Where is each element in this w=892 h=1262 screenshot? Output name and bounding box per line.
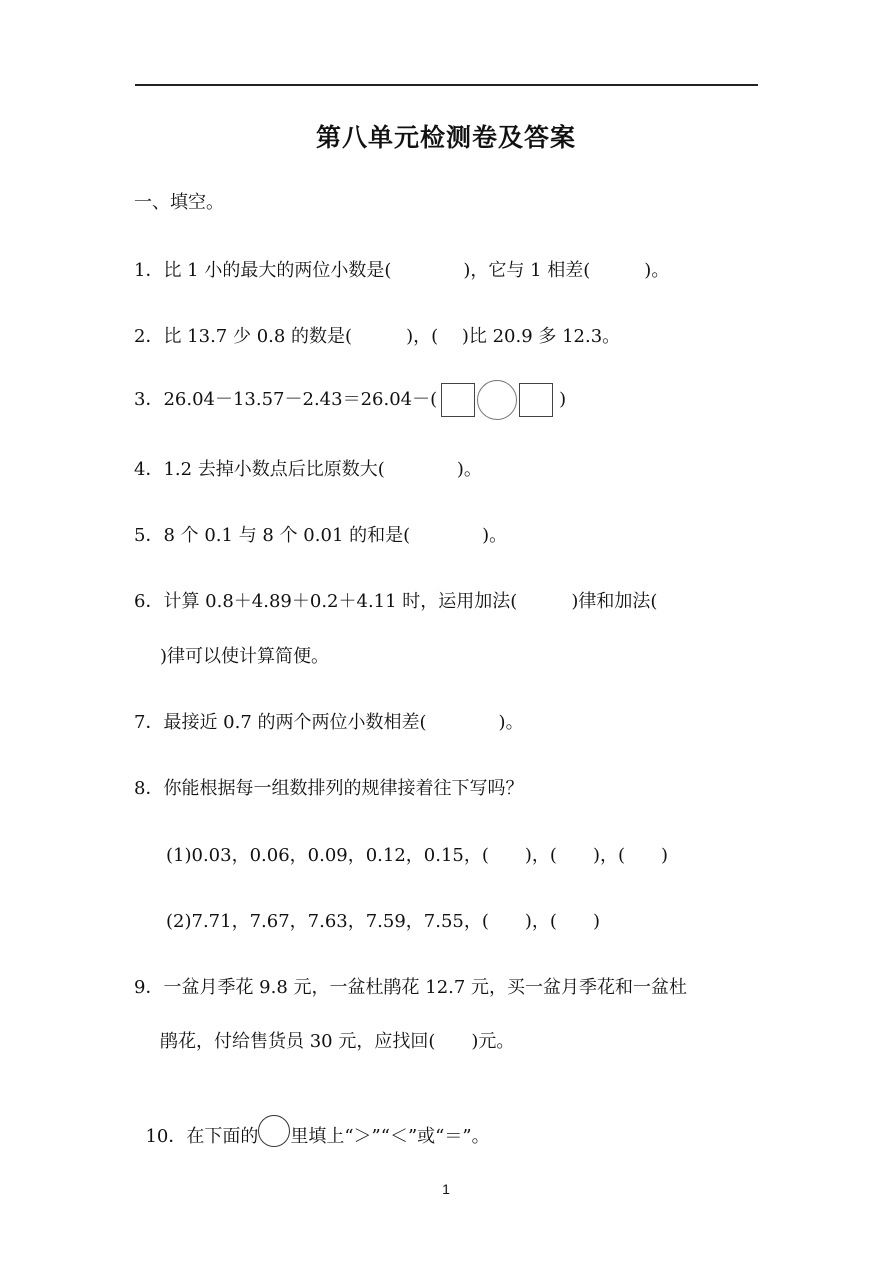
circle-icon [477, 380, 517, 420]
question-10-suffix: 里填上“＞”“＜”或“＝”。 [290, 1126, 490, 1147]
circle-blank-icon [258, 1115, 290, 1147]
question-6-line-2: )律可以使计算简便。 [160, 646, 330, 667]
question-3 [134, 380, 566, 420]
question-5: 5．8 个 0.1 与 8 个 0.01 的和是( )。 [134, 525, 508, 546]
header-rule [135, 84, 758, 86]
question-2: 2．比 13.7 少 0.8 的数是( )，( )比 20.9 多 12.3。 [134, 326, 621, 347]
page-title: 第八单元检测卷及答案 [315, 123, 576, 152]
question-8-part-2: (2)7.71，7.67，7.63，7.59，7.55，( )，( ) [166, 911, 600, 932]
page-number: 1 [442, 1181, 450, 1197]
question-10-prefix: 10．在下面的 [145, 1126, 259, 1147]
square-box-icon [441, 383, 475, 417]
question-3-close: ) [559, 389, 567, 410]
question-8-part-1: (1)0.03，0.06，0.09，0.12，0.15，( )，( )，( ) [166, 845, 669, 866]
question-7: 7．最接近 0.7 的两个两位小数相差( )。 [134, 712, 524, 733]
question-8: 8．你能根据每一组数排列的规律接着往下写吗？ [134, 778, 524, 799]
question-1: 1．比 1 小的最大的两位小数是( )，它与 1 相差( )。 [134, 260, 670, 281]
square-box-icon [519, 383, 553, 417]
section-heading: 一、填空。 [134, 192, 224, 213]
question-9-line-1: 9．一盆月季花 9.8 元，一盆杜鹃花 12.7 元，买一盆月季花和一盆杜 [134, 977, 688, 998]
question-4: 4．1.2 去掉小数点后比原数大( )。 [134, 459, 482, 480]
answer-shape-group [441, 380, 553, 420]
question-6-line-1: 6．计算 0.8＋4.89＋0.2＋4.11 时，运用加法( )律和加法( [134, 591, 658, 612]
question-10 [134, 1095, 490, 1153]
question-3-text: 3．26.04－13.57－2.43＝26.04－( [134, 389, 438, 410]
question-9-line-2: 鹃花，付给售货员 30 元，应找回( )元。 [160, 1031, 515, 1052]
